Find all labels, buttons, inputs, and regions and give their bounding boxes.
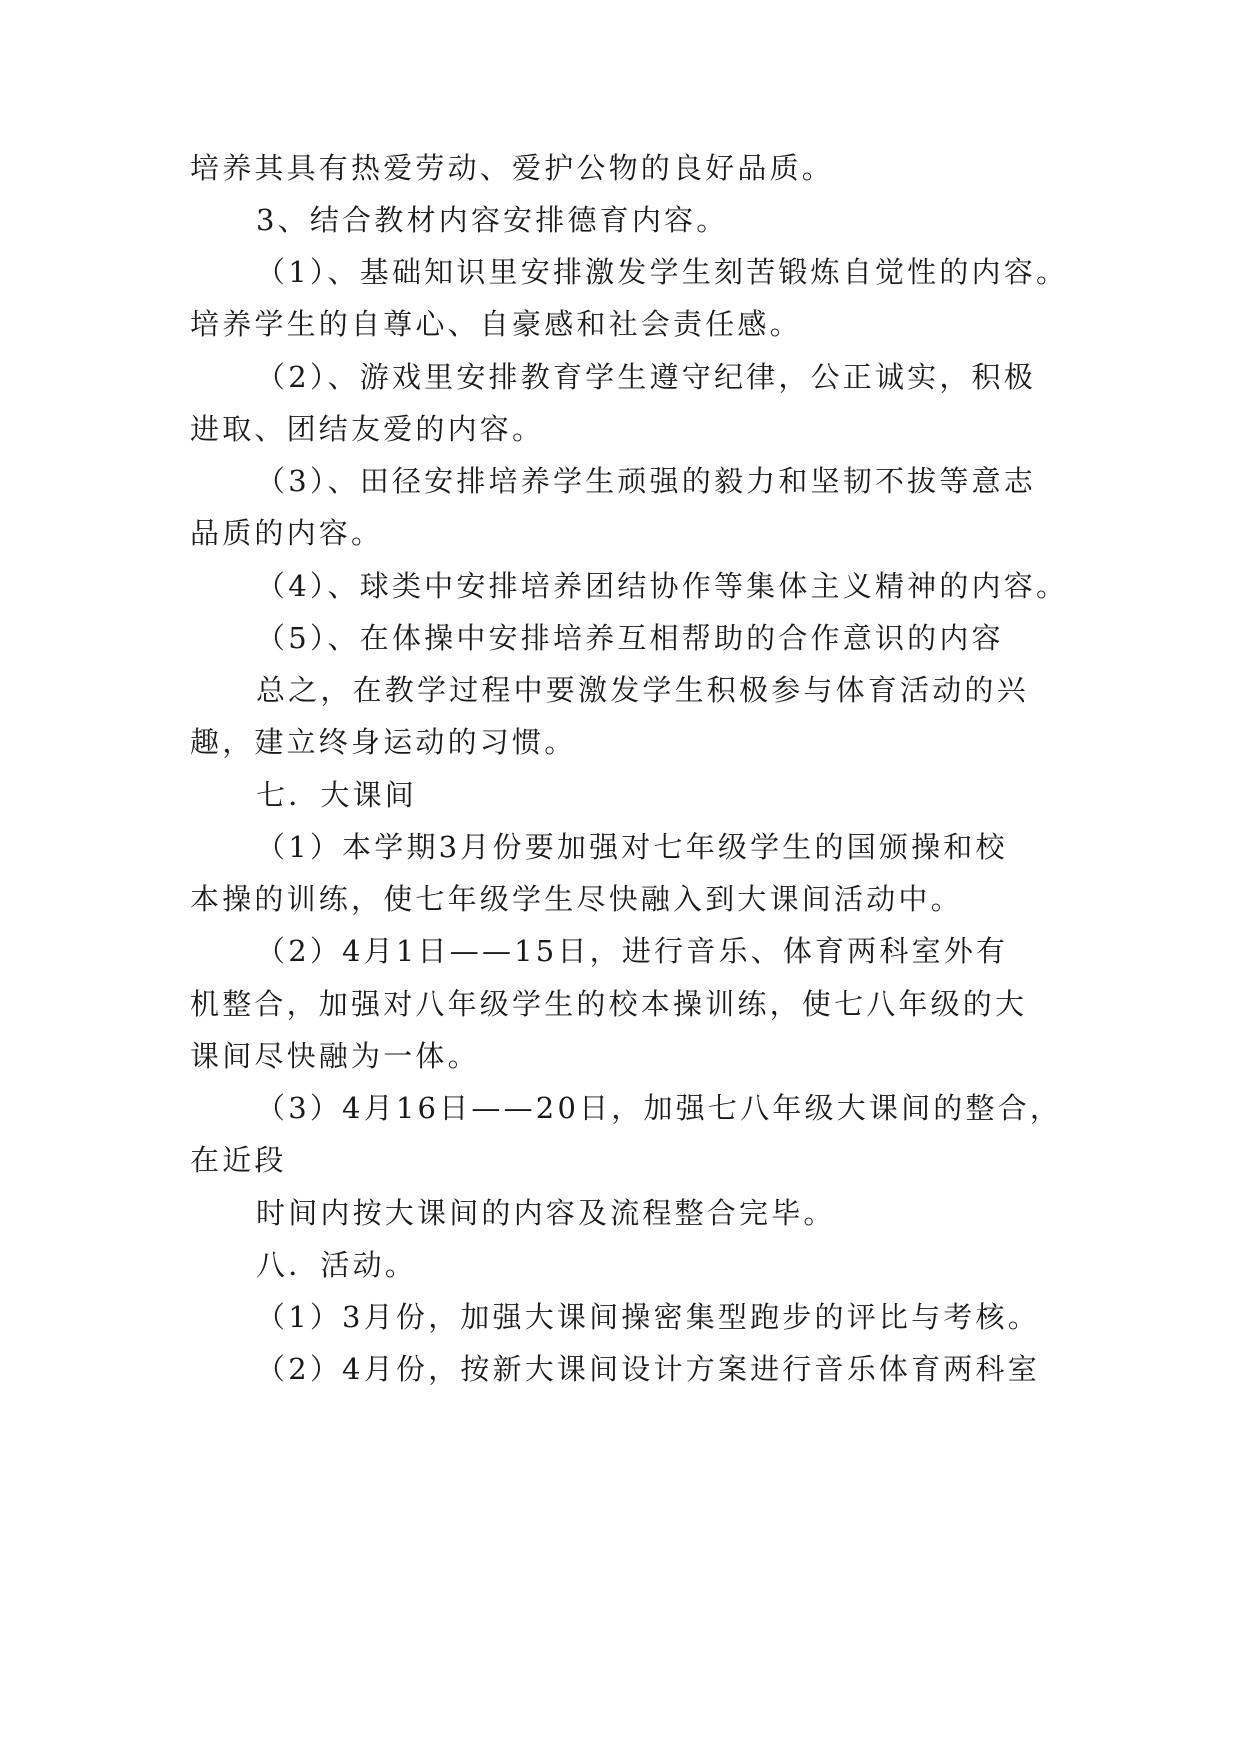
list-item: （2）4月1日——15日，进行音乐、体育两科室外有 [256,934,1009,968]
text-line: 进取、团结友爱的内容。 [190,412,545,446]
list-item: （2）、游戏里安排教育学生遵守纪律，公正诚实，积极 [256,360,1036,394]
text-line: 趣，建立终身运动的习惯。 [190,725,577,759]
text-line: 在近段 [190,1143,287,1177]
section-heading: 3、结合教材内容安排德育内容。 [256,203,729,237]
list-item: （1）、基础知识里安排激发学生刻苦锻炼自觉性的内容。 [256,255,1069,289]
list-item: （3）4月16日——20日，加强七八年级大课间的整合， [256,1091,1063,1125]
list-item: （1）本学期3月份要加强对七年级学生的国颁操和校 [256,830,1008,864]
list-item: （5）、在体操中安排培养互相帮助的合作意识的内容 [256,621,1004,655]
list-item: （4）、球类中安排培养团结协作等集体主义精神的内容。 [256,569,1069,603]
text-line: 机整合，加强对八年级学生的校本操训练，使七八年级的大 [190,987,1028,1021]
paragraph-start: 总之，在教学过程中要激发学生积极参与体育活动的兴 [256,673,1029,707]
list-item: （2）4月份，按新大课间设计方案进行音乐体育两科室 [256,1352,1040,1386]
text-line: 培养学生的自尊心、自豪感和社会责任感。 [190,307,802,341]
text-line: 课间尽快融为一体。 [190,1039,480,1073]
text-line: 本操的训练，使七年级学生尽快融入到大课间活动中。 [190,882,963,916]
text-line: 品质的内容。 [190,516,384,550]
list-item: （3）、田径安排培养学生顽强的毅力和坚韧不拔等意志 [256,464,1036,498]
section-heading: 八．活动。 [256,1248,418,1282]
text-line: 培养其具有热爱劳动、爱护公物的良好品质。 [190,151,835,185]
text-line: 时间内按大课间的内容及流程整合完毕。 [256,1196,836,1230]
list-item: （1）3月份，加强大课间操密集型跑步的评比与考核。 [256,1300,1040,1334]
section-heading: 七．大课间 [256,778,418,812]
